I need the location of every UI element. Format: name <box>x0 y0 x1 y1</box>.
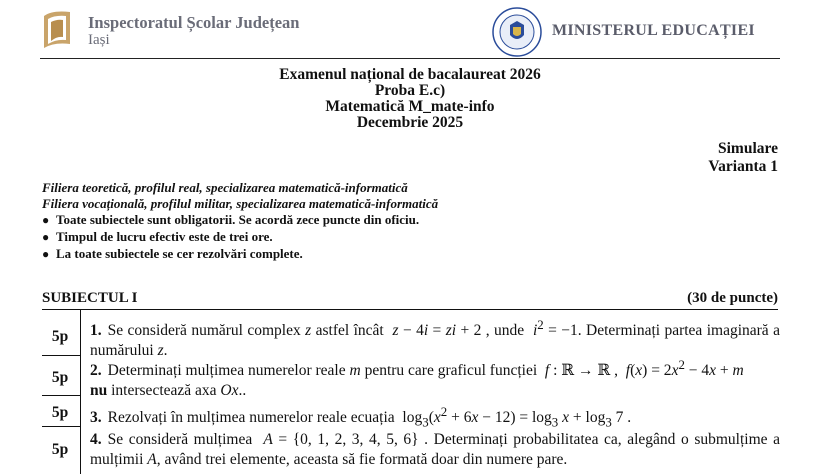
simulare-label: Simulare <box>718 140 778 157</box>
table-column-divider <box>80 310 81 474</box>
exam-title: Examenul național de bacalaureat 2026 <box>279 66 541 83</box>
table-row-divider <box>42 395 80 396</box>
bullet-icon: ● <box>42 247 50 261</box>
problem-2: 2. Determinați mulțimea numerelor reale m pentru care graficul funcției f : ℝ → ℝ , $f(x) = 2x^2 - 4x + m$ nu intersectează axa Ox.. <box>90 357 744 400</box>
rule-item: ● La toate subiectele se cer rezolvări complete. <box>42 246 303 261</box>
filiera-line: Filiera vocațională, profilul militar, specializarea matematică-informatică <box>42 196 439 211</box>
varianta-label: Varianta 1 <box>708 158 778 175</box>
exam-proba: Proba E.c) <box>374 82 446 99</box>
problem-3: 3. Rezolvați în mulțimea numerelor reale ecuația $\log_3(x^2 + 6x - 12) = \log_3 x + \log_3 7$ . <box>90 404 632 430</box>
exam-date: Decembrie 2025 <box>356 114 464 131</box>
section-title: SUBIECTUL I <box>42 290 138 306</box>
table-row-divider <box>42 355 80 356</box>
isj-title: Inspectoratul Școlar Județean <box>88 13 300 32</box>
problem-points: 5p <box>51 328 69 345</box>
problem-4: 4. Se consideră mulțimea A = {0, 1, 2, 3, 4, 5, 6} . Determinați probabilitatea ca, alegând o submulțime a mulțimii A, având trei elemente, aceasta să fie formată doar din numere pare. <box>90 431 780 468</box>
isj-city: Iași <box>88 32 110 48</box>
bullet-icon: ● <box>42 213 50 227</box>
section-points: (30 de puncte) <box>687 290 778 306</box>
problem-points: 5p <box>51 441 69 458</box>
ministry-title: MINISTERUL EDUCAȚIEI <box>552 22 755 39</box>
isj-logo <box>42 8 72 50</box>
bullet-icon: ● <box>42 230 50 244</box>
header-divider <box>40 58 780 59</box>
filiera-line: Filiera teoretică, profilul real, specializarea matematică-informatică <box>42 180 408 195</box>
problem-1: 1. Se consideră numărul complex z astfel încât z − 4i = zi + 2 , unde $i^2 = -1$. Determinați partea imaginară a numărului z. <box>90 317 780 360</box>
exam-subject: Matematică M_mate-info <box>325 98 495 115</box>
rule-item: ● Timpul de lucru efectiv este de trei ore. <box>42 229 273 244</box>
problem-points: 5p <box>51 404 69 421</box>
section-divider <box>42 309 778 310</box>
table-row-divider <box>42 426 80 427</box>
problem-points: 5p <box>51 369 69 386</box>
government-seal-icon <box>492 7 542 57</box>
rule-item: ● Toate subiectele sunt obligatorii. Se acordă zece puncte din oficiu. <box>42 212 420 227</box>
